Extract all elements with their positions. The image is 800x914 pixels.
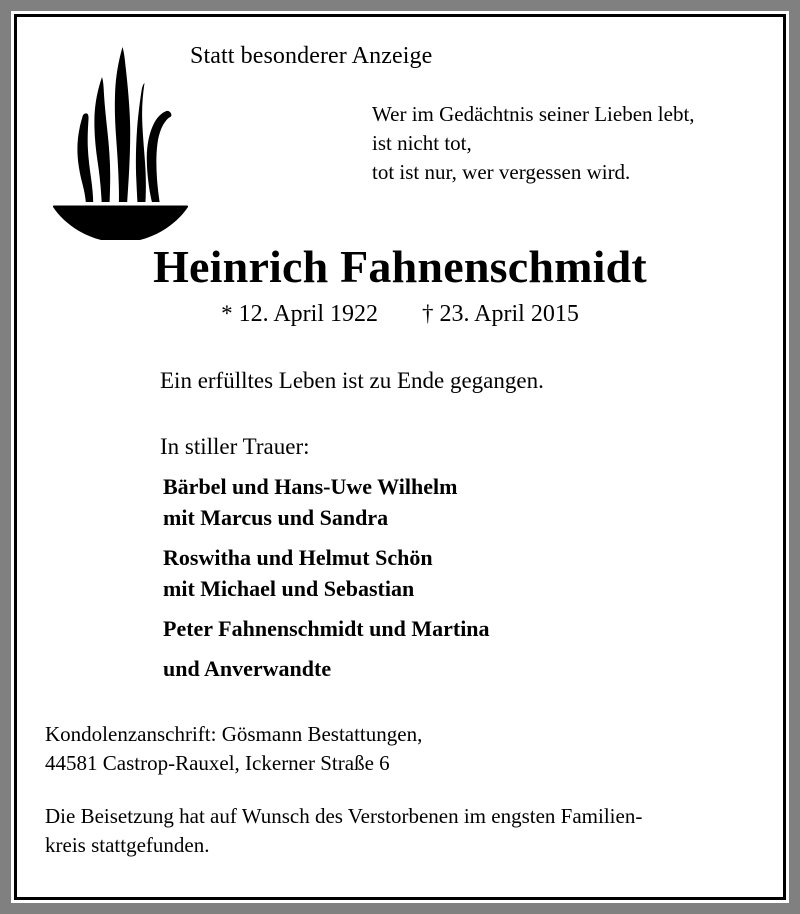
notice-header-text: Statt besonderer Anzeige bbox=[190, 43, 433, 69]
verse-line-3: tot ist nur, wer vergessen wird. bbox=[372, 160, 631, 184]
mourner-group bbox=[163, 613, 490, 644]
obituary-notice-page bbox=[17, 17, 783, 897]
death-date: 23. April 2015 bbox=[439, 301, 579, 327]
birth-date-group bbox=[221, 301, 378, 327]
mourner-secondary: mit Michael und Sebastian bbox=[163, 576, 415, 601]
deceased-name: Heinrich Fahnenschmidt bbox=[153, 241, 647, 292]
death-date-group bbox=[422, 301, 579, 327]
burial-note-line-2: kreis stattgefunden. bbox=[45, 833, 210, 857]
mourner-group bbox=[163, 542, 490, 604]
life-dates bbox=[17, 298, 783, 330]
mourner-primary: Peter Fahnenschmidt und Martina bbox=[163, 616, 490, 641]
burial-note bbox=[45, 802, 642, 860]
mourner-primary: Roswitha und Helmut Schön bbox=[163, 545, 433, 570]
obituary-notice-frame-rule bbox=[14, 14, 786, 900]
verse-line-1: Wer im Gedächtnis seiner Lieben lebt, bbox=[372, 102, 695, 126]
memorial-verse bbox=[372, 100, 695, 187]
flame-bowl-icon bbox=[48, 45, 193, 240]
mourners-block bbox=[160, 432, 490, 684]
verse-line-2: ist nicht tot, bbox=[372, 131, 472, 155]
mourner-primary: und Anverwandte bbox=[163, 656, 332, 681]
address-line-1: Kondolenzanschrift: Gösmann Bestattungen, bbox=[45, 722, 423, 746]
death-symbol: † bbox=[422, 301, 434, 326]
mourners-intro: In stiller Trauer: bbox=[160, 434, 310, 459]
mourner-secondary: mit Marcus und Sandra bbox=[163, 505, 389, 530]
mourner-group bbox=[163, 471, 490, 533]
condolence-address bbox=[45, 720, 422, 778]
address-line-2: 44581 Castrop-Rauxel, Ickerner Straße 6 bbox=[45, 751, 390, 775]
birth-date: 12. April 1922 bbox=[238, 301, 378, 327]
obituary-notice-frame-gap bbox=[11, 11, 789, 903]
mourner-primary: Bärbel und Hans-Uwe Wilhelm bbox=[163, 474, 458, 499]
statement-text: Ein erfülltes Leben ist zu Ende gegangen. bbox=[160, 368, 544, 393]
mourner-group bbox=[163, 653, 490, 684]
burial-note-line-1: Die Beisetzung hat auf Wunsch des Verstorbenen im engsten Familien- bbox=[45, 804, 643, 828]
birth-symbol: * bbox=[221, 301, 233, 326]
